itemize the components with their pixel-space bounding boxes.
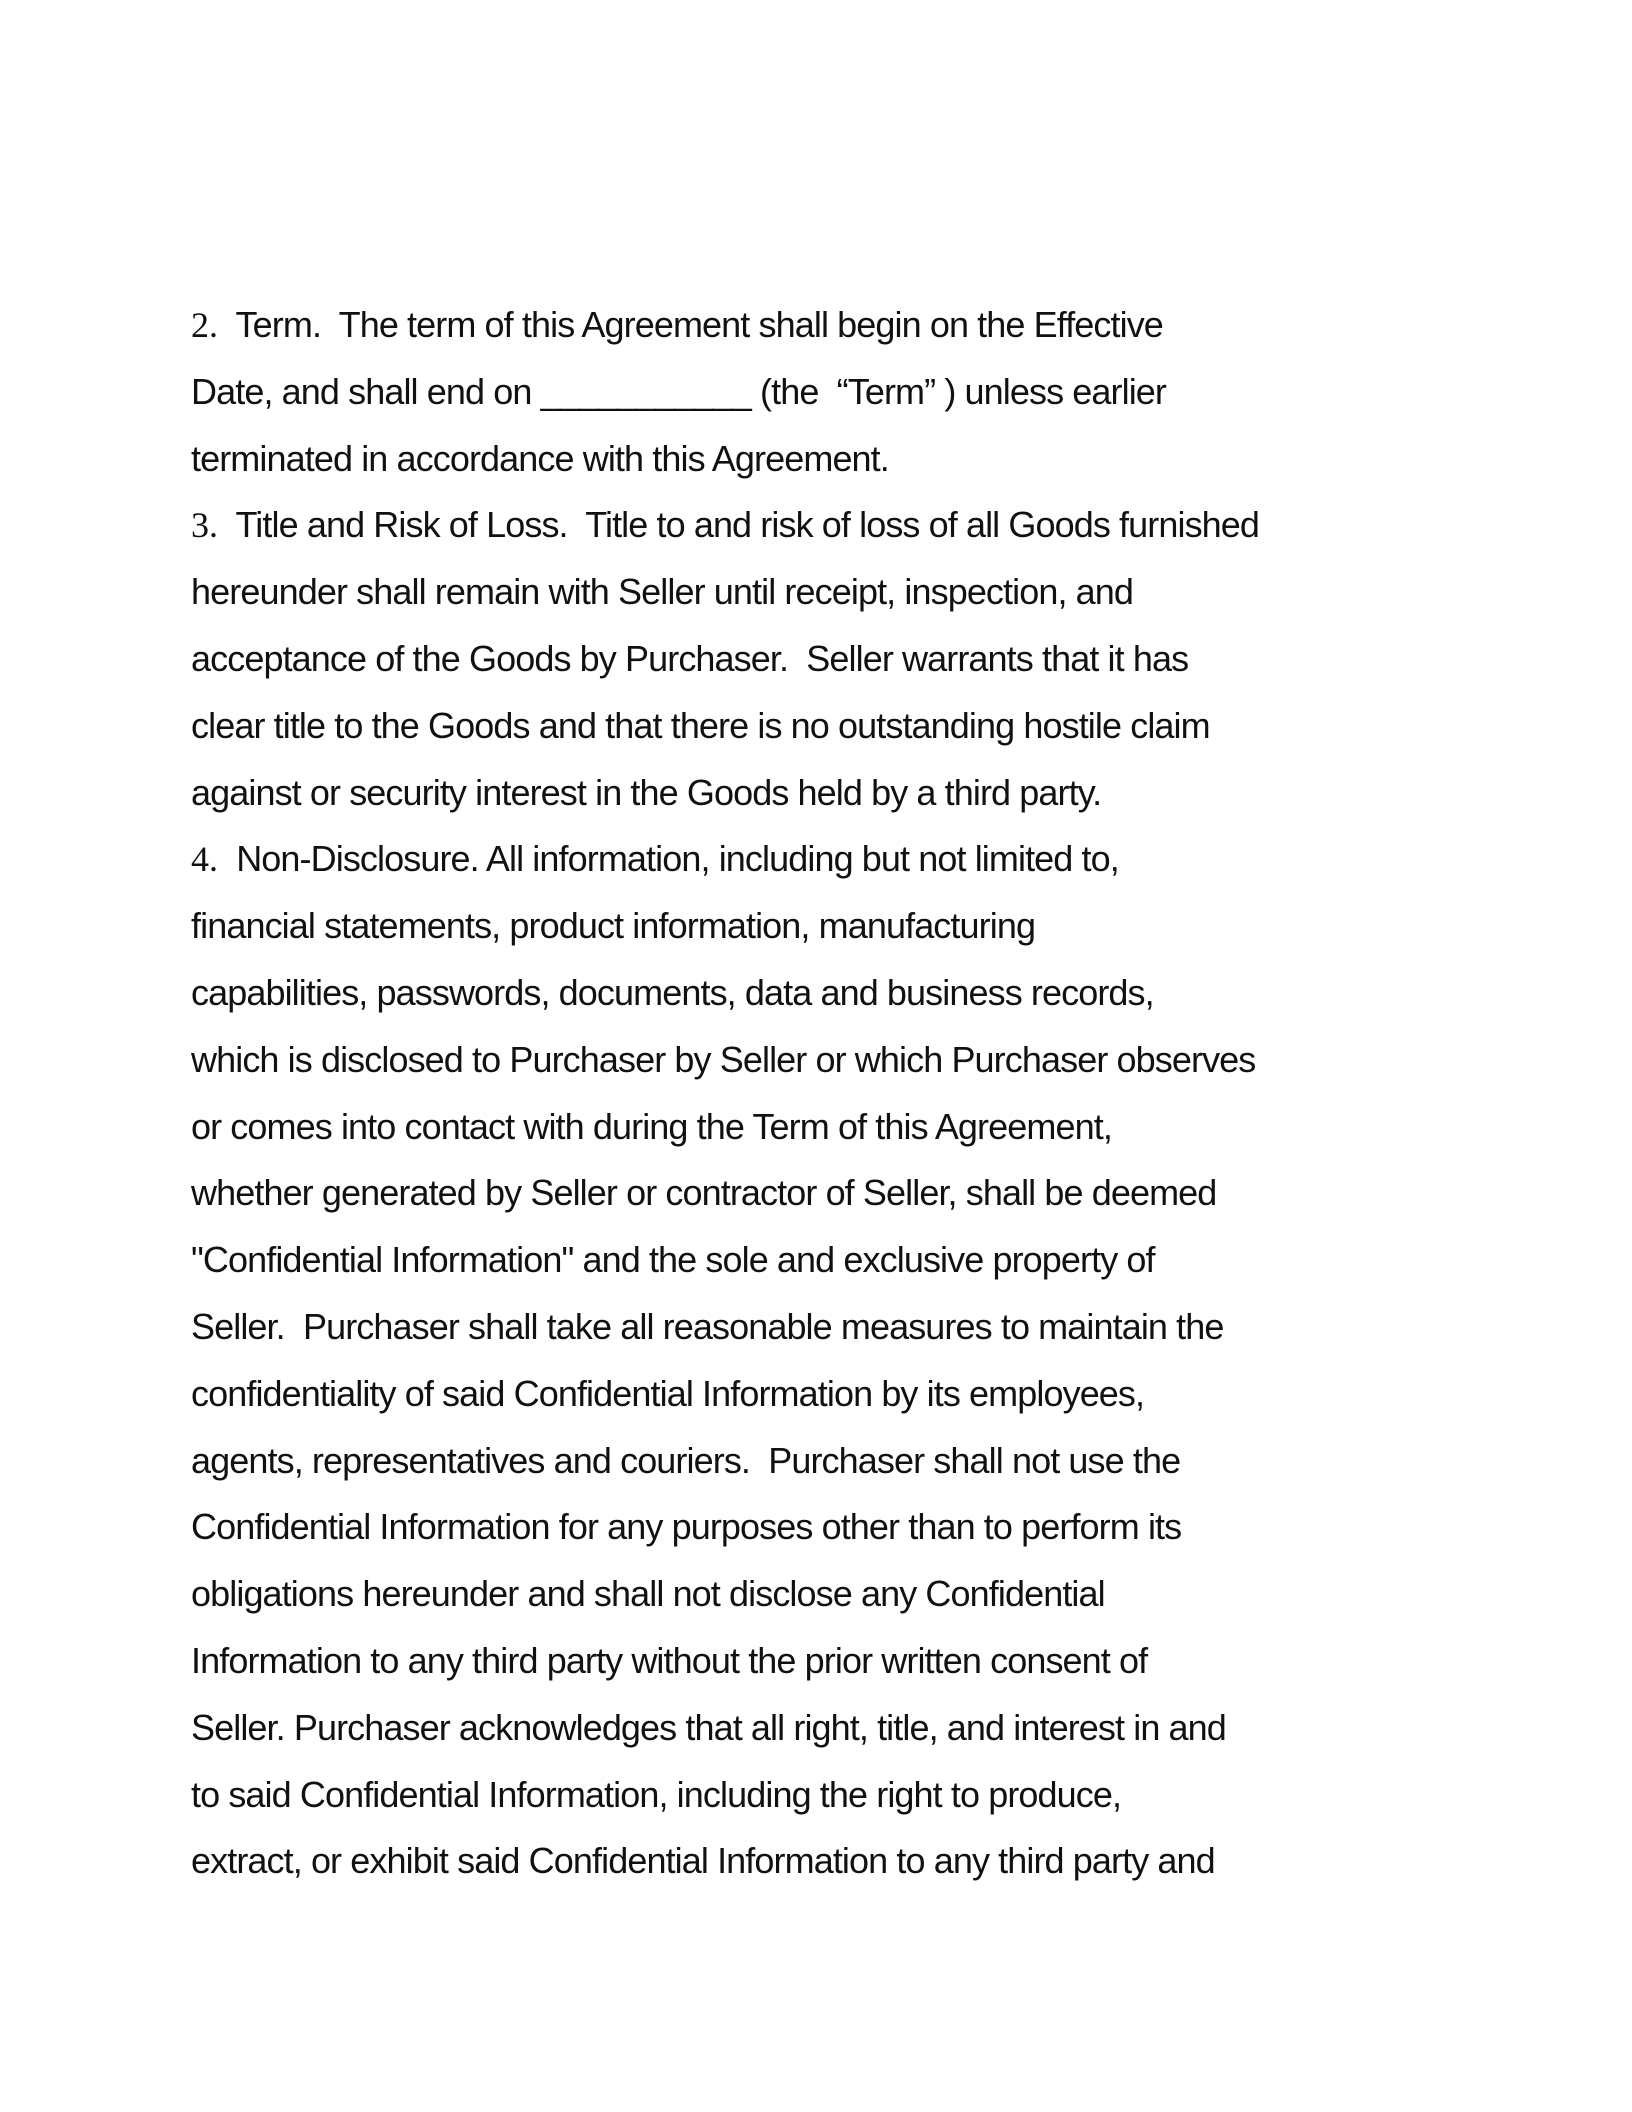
- text-line: terminated in accordance with this Agreement.: [191, 437, 889, 479]
- text-line: or comes into contact with during the Term of this Agreement,: [191, 1105, 1112, 1147]
- section-term: [191, 292, 1491, 492]
- text-line: whether generated by Seller or contractor of Seller, shall be deemed: [191, 1172, 1217, 1214]
- section-title-risk-of-loss: [191, 492, 1491, 826]
- text-line: 2. Term. The term of this Agreement shall begin on the Effective: [191, 304, 1163, 345]
- text-line: Confidential Information for any purposes other than to perform its: [191, 1506, 1182, 1548]
- text-line: agents, representatives and couriers. Purchaser shall not use the: [191, 1439, 1181, 1481]
- text-line: 4. Non-Disclosure. All information, including but not limited to,: [191, 838, 1119, 880]
- text-line: financial statements, product information, manufacturing: [191, 905, 1036, 947]
- text-line: which is disclosed to Purchaser by Seller or which Purchaser observes: [191, 1038, 1256, 1080]
- text-line: 3. Title and Risk of Loss. Title to and risk of loss of all Goods furnished: [191, 504, 1260, 546]
- section-number: 3.: [191, 505, 218, 546]
- text-line: confidentiality of said Confidential Information by its employees,: [191, 1372, 1145, 1414]
- text-line: to said Confidential Information, including the right to produce,: [191, 1773, 1122, 1815]
- section-non-disclosure: [191, 826, 1491, 1895]
- text-line: hereunder shall remain with Seller until receipt, inspection, and: [191, 571, 1134, 613]
- text-line: Seller. Purchaser shall take all reasonable measures to maintain the: [191, 1305, 1224, 1347]
- text-line: "Confidential Information" and the sole and exclusive property of: [191, 1239, 1155, 1281]
- text-line: Information to any third party without the prior written consent of: [191, 1639, 1148, 1681]
- text-line: acceptance of the Goods by Purchaser. Seller warrants that it has: [191, 637, 1189, 679]
- section-number: 2.: [191, 305, 218, 345]
- text-line: Date, and shall end on ___________ (the “Term” ) unless earlier: [191, 370, 1167, 412]
- text-line: against or security interest in the Goods held by a third party.: [191, 771, 1102, 813]
- document-body: [191, 292, 1491, 1895]
- text-line: clear title to the Goods and that there is no outstanding hostile claim: [191, 704, 1210, 746]
- section-number: 4.: [191, 839, 218, 880]
- text-line: obligations hereunder and shall not disclose any Confidential: [191, 1573, 1105, 1615]
- text-line: extract, or exhibit said Confidential Information to any third party and: [191, 1840, 1215, 1882]
- text-line: capabilities, passwords, documents, data and business records,: [191, 971, 1154, 1013]
- text-line: Seller. Purchaser acknowledges that all right, title, and interest in and: [191, 1706, 1226, 1748]
